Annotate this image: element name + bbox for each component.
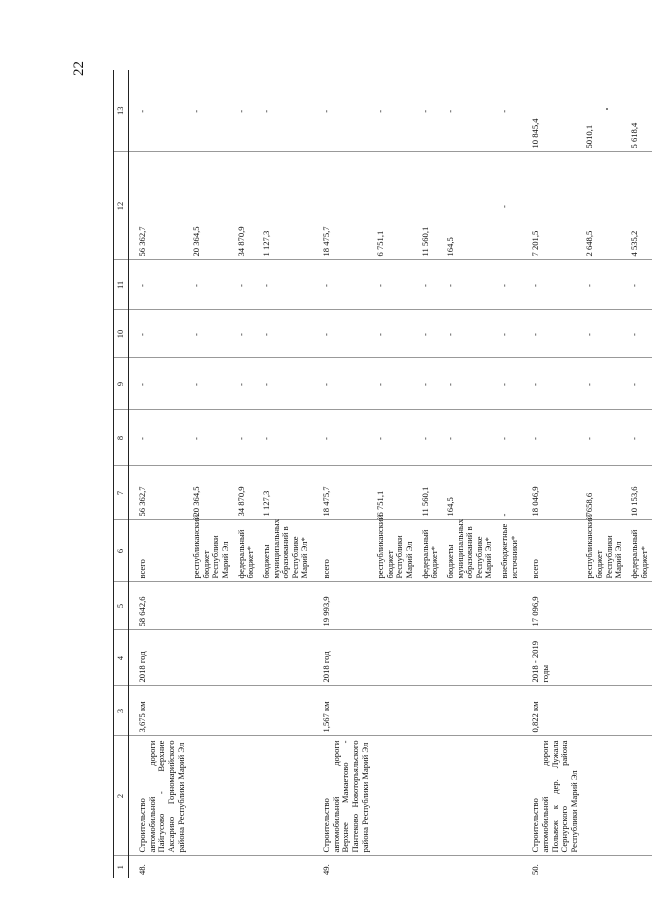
table-cell: всего	[313, 520, 373, 582]
table-cell	[627, 630, 652, 686]
table-row	[418, 70, 443, 878]
table-cell: 49.	[321, 864, 331, 875]
column-header: 7	[114, 466, 129, 520]
table-cell	[443, 582, 497, 630]
table-cell: 1,567 км	[313, 686, 373, 736]
table-cell: бюджеты муниципальных образований в Республике Марий Эл*	[443, 520, 497, 582]
table-cell: -	[418, 310, 443, 358]
table-cell	[497, 856, 522, 878]
table-cell: -	[497, 152, 522, 260]
table-cell: -	[443, 410, 497, 466]
table-cell: -	[443, 358, 497, 410]
table-cell: Строительство автомобильной дороги Верхнее Мамаетово - Пантеково Новоторъяльского района Республики Марий Эл	[313, 736, 373, 856]
table-cell: -	[627, 358, 652, 410]
table-cell: -	[373, 260, 418, 310]
table-cell: 7 201,5	[522, 152, 582, 260]
column-header: 10	[114, 310, 129, 358]
table-cell: -	[313, 70, 373, 152]
table-cell	[497, 582, 522, 630]
table-cell: -	[373, 410, 418, 466]
table-cell: 0,822 км	[522, 686, 582, 736]
table-cell: -	[259, 310, 313, 358]
table-cell	[418, 856, 443, 878]
table-cell: -	[443, 70, 497, 152]
table-row	[313, 70, 373, 878]
table-cell: -	[497, 358, 522, 410]
table-header-row	[114, 70, 129, 878]
rotated-table-container	[113, 70, 649, 878]
table-cell	[373, 856, 418, 878]
table-cell: -	[418, 410, 443, 466]
table-row	[522, 70, 582, 878]
table-cell	[259, 856, 313, 878]
table-cell: -	[189, 260, 234, 310]
table-cell: -	[189, 70, 234, 152]
table-cell	[189, 736, 234, 856]
table-cell: 2018 - 2019 годы	[522, 630, 582, 686]
table-cell: 4 535,2	[627, 152, 652, 260]
table-cell: Строительство автомобильной дороги Польвеж к дер. Лужала Сернурского района Республики Марий Эл	[522, 736, 582, 856]
table-cell: -	[189, 310, 234, 358]
table-cell: 10 153,6	[627, 466, 652, 520]
table-cell	[627, 582, 652, 630]
table-cell: -	[582, 260, 627, 310]
table-cell	[582, 630, 627, 686]
table-cell: -	[582, 410, 627, 466]
table-cell: 34 870,9	[234, 152, 259, 260]
table-cell: всего	[522, 520, 582, 582]
table-cell: 20 364,5	[189, 152, 234, 260]
column-header: 9	[114, 358, 129, 410]
table-cell	[373, 582, 418, 630]
table-cell: 18 475,7	[313, 466, 373, 520]
table-cell	[627, 856, 652, 878]
column-header: 13	[114, 70, 129, 152]
table-cell: -	[418, 358, 443, 410]
column-header: 1	[114, 856, 129, 878]
column-header: 4	[114, 630, 129, 686]
column-header: 8	[114, 410, 129, 466]
table-cell: -	[259, 410, 313, 466]
table-cell: 164,5	[443, 152, 497, 260]
table-cell: внебюджетные источники*	[497, 520, 522, 582]
table-cell	[189, 686, 234, 736]
table-cell: 2018 год	[313, 630, 373, 686]
table-cell: -	[373, 310, 418, 358]
table-row	[497, 70, 522, 878]
table-cell: 19 993,9	[313, 582, 373, 630]
table-cell	[443, 736, 497, 856]
table-row	[129, 70, 190, 878]
table-cell: -	[234, 260, 259, 310]
table-cell: -	[129, 410, 190, 466]
table-cell	[373, 686, 418, 736]
table-cell: -	[189, 410, 234, 466]
table-cell: -	[522, 260, 582, 310]
table-row	[582, 70, 627, 878]
table-cell: 3,675 км	[129, 686, 190, 736]
table-cell: -	[497, 260, 522, 310]
table-cell: -	[259, 358, 313, 410]
column-header: 5	[114, 582, 129, 630]
table-cell: 6 751,1	[373, 466, 418, 520]
table-cell: республиканский бюджет Республики Марий Эл	[373, 520, 418, 582]
table-cell: -	[582, 358, 627, 410]
table-cell: 164,5	[443, 466, 497, 520]
table-cell: 10 845,4	[522, 70, 582, 152]
table-cell: 11 560,1	[418, 466, 443, 520]
table-row	[443, 70, 497, 878]
table-cell	[582, 582, 627, 630]
table-row	[234, 70, 259, 878]
table-cell: -	[582, 310, 627, 358]
table-cell: республиканский бюджет Республики Марий Эл	[189, 520, 234, 582]
table-cell: -	[418, 260, 443, 310]
table-cell	[582, 736, 627, 856]
table-cell: -	[522, 410, 582, 466]
table-cell	[582, 686, 627, 736]
table-cell: -	[234, 70, 259, 152]
table-cell: -	[627, 260, 652, 310]
table-row	[373, 70, 418, 878]
table-cell: 2018 год	[129, 630, 190, 686]
table-cell	[627, 736, 652, 856]
table-cell: 7658,6	[582, 466, 627, 520]
table-cell: 1 127,3	[259, 152, 313, 260]
table-cell: -	[443, 310, 497, 358]
table-cell: -	[313, 410, 373, 466]
table-cell	[259, 582, 313, 630]
table-cell: 5010,1	[582, 70, 627, 152]
table-cell: федеральный бюджет*	[234, 520, 259, 582]
table-cell: -	[129, 358, 190, 410]
table-cell: 20 364,5	[189, 466, 234, 520]
table-cell: -	[497, 410, 522, 466]
table-cell	[497, 686, 522, 736]
table-cell	[189, 630, 234, 686]
table-cell	[373, 736, 418, 856]
table-cell: федеральный бюджет*	[418, 520, 443, 582]
column-header: 12	[114, 152, 129, 260]
table-cell: -	[522, 358, 582, 410]
table-cell: -	[129, 260, 190, 310]
table-cell	[189, 582, 234, 630]
table-cell: -	[443, 260, 497, 310]
table-cell: 11 560,1	[418, 152, 443, 260]
table-cell: Строительство автомобильной дороги Пайгусово - Верхние Аксарино Горномарийского района Республики Марий Эл	[129, 736, 190, 856]
table-cell	[259, 630, 313, 686]
table-cell: -	[189, 358, 234, 410]
table-cell	[418, 736, 443, 856]
table-cell	[627, 686, 652, 736]
table-cell: 5 618,4	[627, 70, 652, 152]
table-cell: 50.	[530, 864, 541, 875]
table-cell: -	[373, 358, 418, 410]
table-cell: федеральный бюджет*	[627, 520, 652, 582]
table-cell: -	[234, 410, 259, 466]
table-cell	[418, 630, 443, 686]
program-table	[113, 70, 652, 878]
table-cell	[497, 630, 522, 686]
table-cell	[259, 736, 313, 856]
table-cell: -	[418, 70, 443, 152]
table-cell: республиканский бюджет Республики Марий Эл	[582, 520, 627, 582]
table-cell: -	[129, 310, 190, 358]
table-cell	[189, 856, 234, 878]
table-cell	[443, 686, 497, 736]
table-cell	[418, 686, 443, 736]
table-cell: -	[259, 70, 313, 152]
table-cell: 18 475,7	[313, 152, 373, 260]
table-cell: 34 870,9	[234, 466, 259, 520]
table-cell: всего	[129, 520, 190, 582]
table-cell: -	[259, 260, 313, 310]
table-cell	[234, 630, 259, 686]
table-cell: -	[497, 70, 522, 152]
page-number: 22	[71, 61, 87, 76]
table-cell: 56 362,7	[129, 152, 190, 260]
table-cell	[418, 582, 443, 630]
table-cell: -	[522, 310, 582, 358]
table-cell	[234, 856, 259, 878]
table-cell: 48.	[137, 864, 147, 875]
table-cell: -	[129, 70, 190, 152]
table-cell	[443, 630, 497, 686]
table-cell	[582, 856, 627, 878]
table-cell: 1 127,3	[259, 466, 313, 520]
table-cell: 56 362,7	[129, 466, 190, 520]
table-cell	[443, 856, 497, 878]
table-cell: -	[627, 310, 652, 358]
table-row	[627, 70, 652, 878]
table-cell	[497, 736, 522, 856]
table-cell: -	[234, 358, 259, 410]
table-cell	[373, 630, 418, 686]
table-cell: -	[627, 410, 652, 466]
table-row	[259, 70, 313, 878]
table-cell: 6 751,1	[373, 152, 418, 260]
table-cell	[234, 736, 259, 856]
column-header: 6	[114, 520, 129, 582]
table-cell: -	[313, 260, 373, 310]
column-header: 3	[114, 686, 129, 736]
table-cell: -	[234, 310, 259, 358]
table-cell	[234, 582, 259, 630]
table-cell: бюджеты муниципальных образований в Республике Марий Эл*	[259, 520, 313, 582]
table-cell: 58 642,6	[129, 582, 190, 630]
column-header: 11	[114, 260, 129, 310]
table-cell: -	[497, 310, 522, 358]
table-cell: 18 046,9	[522, 466, 582, 520]
table-cell	[259, 686, 313, 736]
table-cell: 2 648,5	[582, 152, 627, 260]
table-cell: -	[313, 310, 373, 358]
table-cell: 17 096,9	[522, 582, 582, 630]
table-cell: -	[497, 466, 522, 520]
column-header: 2	[114, 736, 129, 856]
table-row	[189, 70, 234, 878]
table-cell: -	[313, 358, 373, 410]
table-cell: -	[373, 70, 418, 152]
table-cell	[234, 686, 259, 736]
